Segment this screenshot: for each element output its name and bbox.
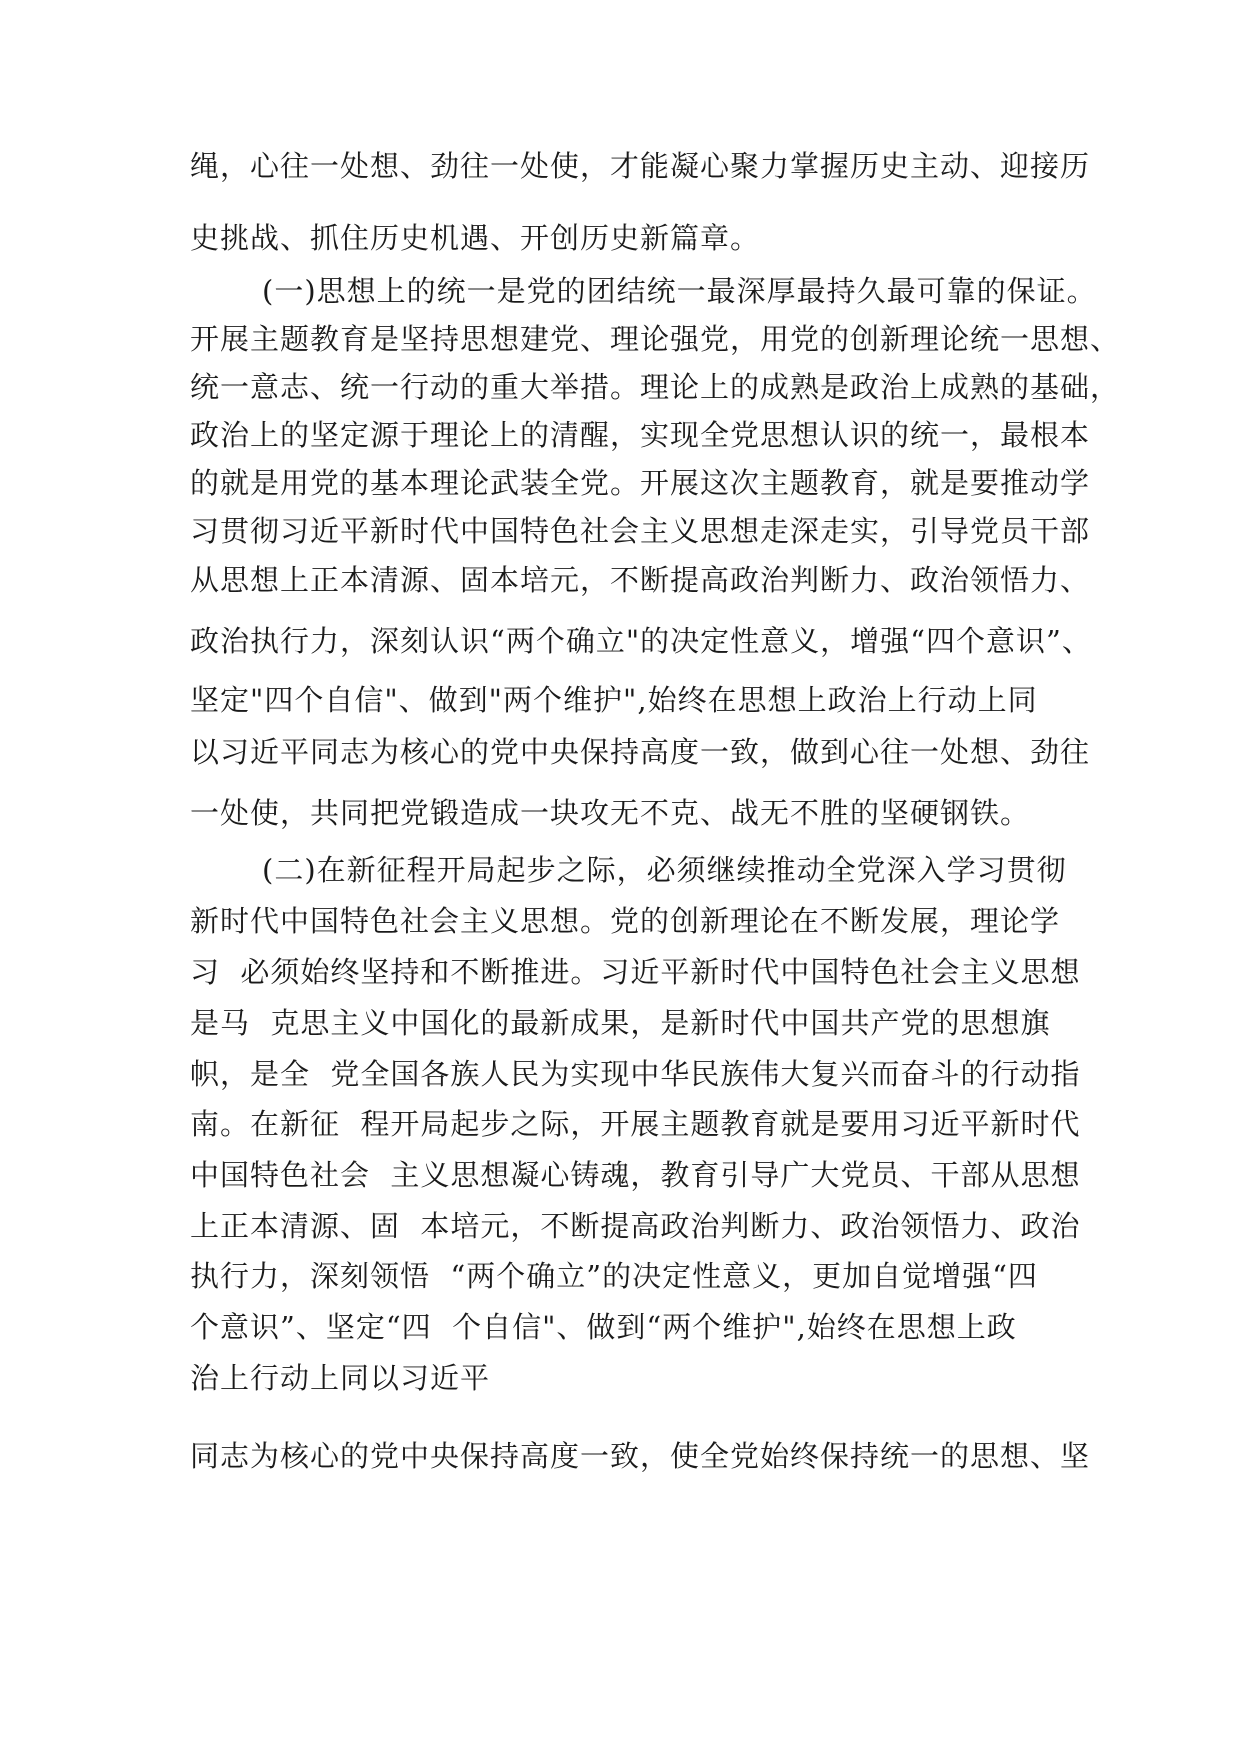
text-line: 新时代中国特色社会主义思想。党的创新理论在不断发展，理论学 (190, 904, 1061, 938)
text-line: 以习近平同志为核心的党中央保持高度一致，做到心往一处想、劲往 (190, 735, 1091, 769)
section-heading-2: (二)在新征程开局起步之际，必须继续推动全党深入学习贯彻 (262, 853, 1067, 887)
text-line: 统一意志、统一行动的重大举措。理论上的成熟是政治上成熟的基础， (190, 370, 1121, 404)
text-line: 习贯彻习近平新时代中国特色社会主义思想走深走实，引导党员干部 (190, 514, 1091, 548)
text-line: 个意识”、坚定“四 个自信"、做到“两个维护",始终在思想上政 (190, 1310, 1017, 1344)
text-line: 治上行动上同以习近平 (190, 1361, 491, 1395)
text-line: 南。在新征 程开局起步之际，开展主题教育就是要用习近平新时代 (190, 1107, 1081, 1141)
text-line: 执行力，深刻领悟 “两个确立”的决定性意义，更加自觉增强“四 (190, 1259, 1038, 1293)
text-line: 一处使，共同把党锻造成一块攻无不克、战无不胜的坚硬钢铁。 (190, 796, 1031, 830)
text-line: 同志为核心的党中央保持高度一致，使全党始终保持统一的思想、坚 (190, 1439, 1091, 1473)
text-line: 政治上的坚定源于理论上的清醒，实现全党思想认识的统一，最根本 (190, 418, 1091, 452)
text-line: 坚定"四个自信"、做到"两个维护",始终在思想上政治上行动上同 (190, 683, 1038, 717)
section-heading-1: (一)思想上的统一是党的团结统一最深厚最持久最可靠的保证。 (262, 274, 1097, 308)
text-line: 中国特色社会 主义思想凝心铸魂，教育引导广大党员、干部从思想 (190, 1158, 1081, 1192)
text-line: 政治执行力，深刻认识“两个确立"的决定性意义，增强“四个意识”、 (190, 624, 1092, 658)
text-line: 帜，是全 党全国各族人民为实现中华民族伟大复兴而奋斗的行动指 (190, 1057, 1081, 1091)
text-line: 从思想上正本清源、固本培元，不断提高政治判断力、政治领悟力、 (190, 563, 1091, 597)
text-line: 史挑战、抓住历史机遇、开创历史新篇章。 (190, 221, 761, 255)
text-line: 的就是用党的基本理论武装全党。开展这次主题教育，就是要推动学 (190, 466, 1091, 500)
text-line: 习 必须始终坚持和不断推进。习近平新时代中国特色社会主义思想 (190, 955, 1081, 989)
text-line: 是马 克思主义中国化的最新成果，是新时代中国共产党的思想旗 (190, 1006, 1051, 1040)
text-line: 开展主题教育是坚持思想建党、理论强党，用党的创新理论统一思想、 (190, 322, 1121, 356)
text-line: 绳，心往一处想、劲往一处使，才能凝心聚力掌握历史主动、迎接历 (190, 149, 1091, 183)
text-line: 上正本清源、固 本培元，不断提高政治判断力、政治领悟力、政治 (190, 1209, 1081, 1243)
